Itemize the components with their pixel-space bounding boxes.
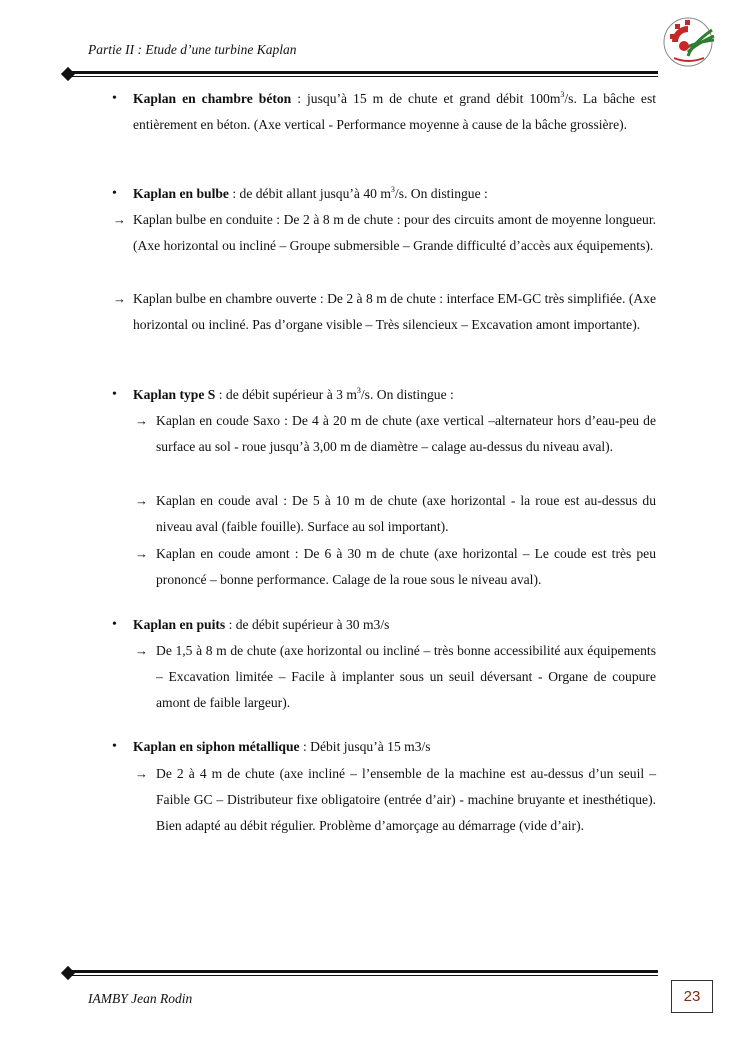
arrow-bullet: → (135, 766, 148, 781)
paragraph-bulbe: Kaplan en bulbe : de débit allant jusqu’à 40 $m^3/s$. On distingue : (133, 185, 488, 201)
list-item: Kaplan en coude Saxo : De 4 à 20 m de chute (axe vertical –alternateur hors d’eau-peu de surface au sol - roue jusqu’à 3,00 m de diamètre – calage au-dessus du niveau aval). (156, 413, 656, 454)
term-chambre-beton: Kaplan en chambre béton (133, 91, 292, 106)
bullet: • (112, 91, 117, 106)
list-item: De 1,5 à 8 m de chute (axe horizontal ou incliné – très bonne accessibilité aux équipements – Excavation limitée – Facile à implanter sous un seuil déversant - Organe de coupure amont de faible largeur). (156, 643, 656, 710)
bullet: • (112, 387, 117, 402)
footer-author: IAMBY Jean Rodin (88, 991, 193, 1006)
header-rule (68, 71, 658, 77)
paragraph-puits: Kaplan en puits : de débit supérieur à 30 m3/s (133, 617, 390, 632)
page-number: 23 (671, 980, 713, 1013)
term-siphon: Kaplan en siphon métallique (133, 739, 300, 754)
arrow-bullet: → (113, 291, 126, 306)
list-item: Kaplan bulbe en chambre ouverte : De 2 à 8 m de chute : interface EM-GC très simplifiée. (Axe horizontal ou incliné. Pas d’organe visible – Très silencieux – Excavation amont importante). (133, 291, 656, 332)
term-puits: Kaplan en puits (133, 617, 226, 632)
footer-rule (68, 970, 658, 976)
arrow-bullet: → (135, 546, 148, 561)
header-title: Partie II : Etude d’une turbine Kaplan (88, 42, 297, 57)
list-item: Kaplan en coude amont : De 6 à 30 m de chute (axe horizontal – Le coude est très peu prononcé – bonne performance. Calage de la roue sous le niveau aval). (156, 546, 656, 587)
term-type-s: Kaplan type S (133, 387, 216, 402)
footer-rule-diamond (61, 966, 75, 980)
arrow-bullet: → (113, 212, 126, 227)
arrow-bullet: → (135, 493, 148, 508)
arrow-bullet: → (135, 413, 148, 428)
term-bulbe: Kaplan en bulbe (133, 186, 229, 201)
bullet: • (112, 186, 117, 201)
list-item: De 2 à 4 m de chute (axe incliné – l’ensemble de la machine est au-dessus d’un seuil – Faible GC – Distributeur fixe obligatoire (entrée d’air) - machine bruyante et inesthétique). Bien adapté au débit régulier. Problème d’amorçage au démarrage (vide d’air). (156, 766, 656, 833)
header-rule-diamond (61, 67, 75, 81)
paragraph-type-s: Kaplan type S : de débit supérieur à 3 $m^3/s$. On distingue : (133, 386, 454, 402)
arrow-bullet: → (135, 643, 148, 658)
bullet: • (112, 739, 117, 754)
list-item: Kaplan bulbe en conduite : De 2 à 8 m de chute : pour des circuits amont de moyenne longueur. (Axe horizontal ou incliné – Groupe submersible – Grande difficulté d’accès aux équipements). (133, 212, 656, 253)
list-item: Kaplan en coude aval : De 5 à 10 m de chute (axe horizontal - la roue est au-dessus du niveau aval (faible fouille). Surface au sol important). (156, 493, 656, 534)
paragraph-chambre-beton: Kaplan en chambre béton : jusqu’à 15 m de chute et grand débit $100m^3/s$. La bâche est entièrement en béton. (Axe vertical - Performance moyenne à cause de la bâche grossière). (133, 90, 657, 132)
university-logo (658, 12, 722, 68)
paragraph-siphon: Kaplan en siphon métallique : Débit jusqu’à 15 m3/s (133, 739, 431, 754)
bullet: • (112, 617, 117, 632)
